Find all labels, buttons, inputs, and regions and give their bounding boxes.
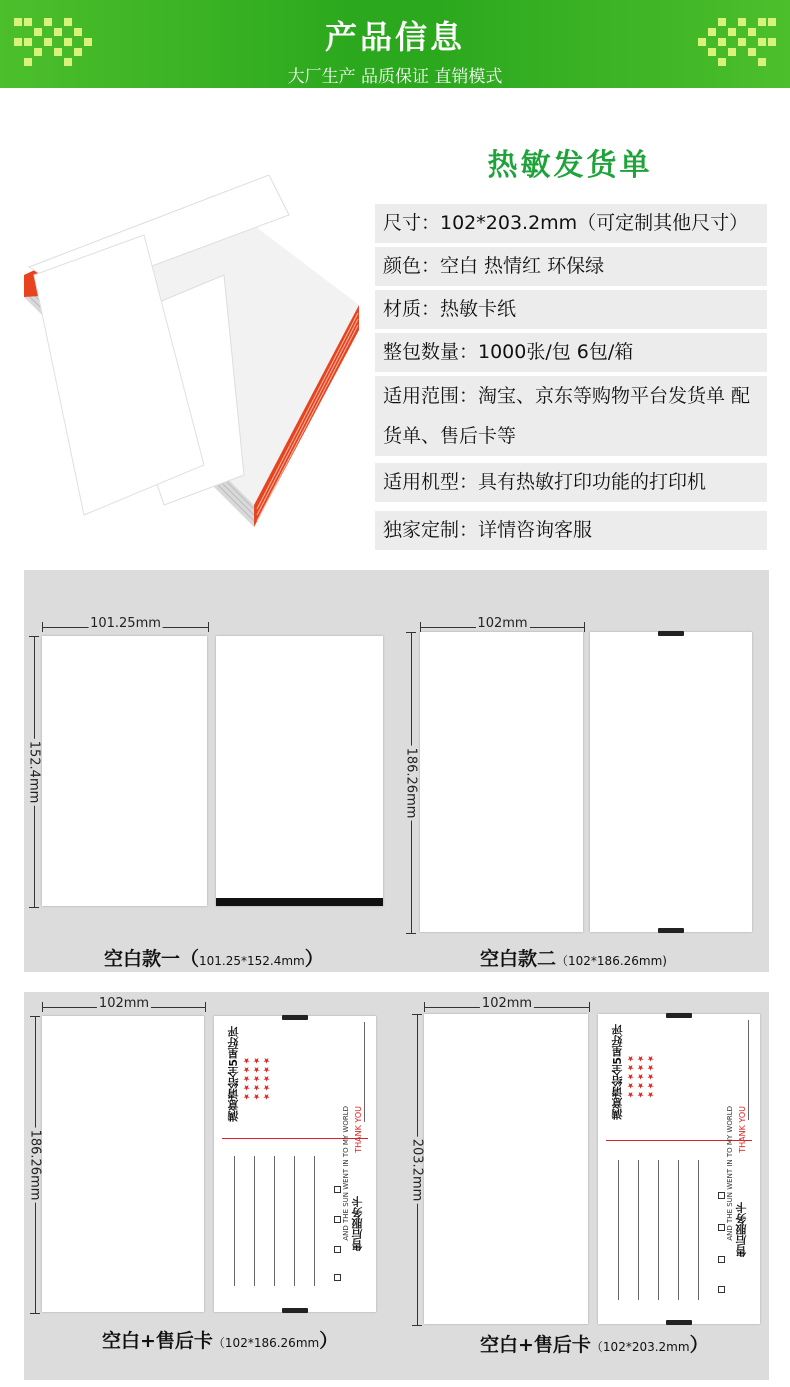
- blank-label-1: [42, 636, 207, 906]
- width-dimension: 102mm: [42, 1002, 206, 1012]
- spec-color: 颜色：空白 热情红 环保绿: [375, 247, 767, 286]
- width-dimension: 102mm: [420, 622, 585, 632]
- spec-material: 材质：热敏卡纸: [375, 290, 767, 329]
- after-sales-card-1: 满意请给全5星好评 ★★★★★ ★★★★★ ★★★★★ THANK YOU AND THE SUN WENT IN TO MY WORLD 售后服务卡: [214, 1016, 376, 1312]
- width-dimension: 102mm: [424, 1002, 590, 1012]
- spec-printer: 适用机型：具有热敏打印功能的打印机: [375, 463, 767, 502]
- banner-subtitle: 大厂生产 品质保证 直销模式: [287, 67, 503, 87]
- blank-label-2: [420, 632, 583, 932]
- banner-title: 产品信息: [324, 18, 465, 56]
- blank-label-1-black-mark: [216, 636, 383, 906]
- spec-quantity: 整包数量：1000张/包 6包/箱: [375, 333, 767, 372]
- height-dimension: 186.26mm: [30, 1016, 40, 1314]
- card-variants-panel: [24, 992, 769, 1380]
- blank-label-3: [42, 1016, 204, 1312]
- spec-custom: 独家定制：详情咨询客服: [375, 511, 767, 550]
- spec-size: 尺寸：102*203.2mm（可定制其他尺寸）: [375, 204, 767, 243]
- height-dimension: 203.2mm: [412, 1014, 422, 1326]
- height-dimension: 152.4mm: [29, 636, 39, 908]
- header-banner: [0, 0, 790, 88]
- variant-1-caption: 空白款一（101.25*152.4mm）: [104, 948, 324, 970]
- blank-label-4: [424, 1014, 588, 1324]
- blank-variants-panel: [24, 570, 769, 972]
- after-sales-card-2: 满意请给全5星好评 ★★★★★ ★★★★★ ★★★★★ THANK YOU AND THE SUN WENT IN TO MY WORLD 售后服务卡: [598, 1014, 760, 1324]
- height-dimension: 186.26mm: [406, 632, 416, 934]
- variant-4-caption: 空白+售后卡（102*203.2mm）: [480, 1334, 709, 1356]
- product-title: 热敏发货单: [487, 148, 653, 183]
- label-stack-image: [14, 175, 366, 545]
- variant-2-caption: 空白款二（102*186.26mm): [480, 948, 667, 970]
- spec-usage: 适用范围：淘宝、京东等购物平台发货单 配货单、售后卡等: [375, 376, 767, 456]
- blank-label-2-tabbed: [590, 632, 752, 932]
- width-dimension: 101.25mm: [42, 622, 209, 632]
- variant-3-caption: 空白+售后卡（102*186.26mm）: [102, 1330, 339, 1352]
